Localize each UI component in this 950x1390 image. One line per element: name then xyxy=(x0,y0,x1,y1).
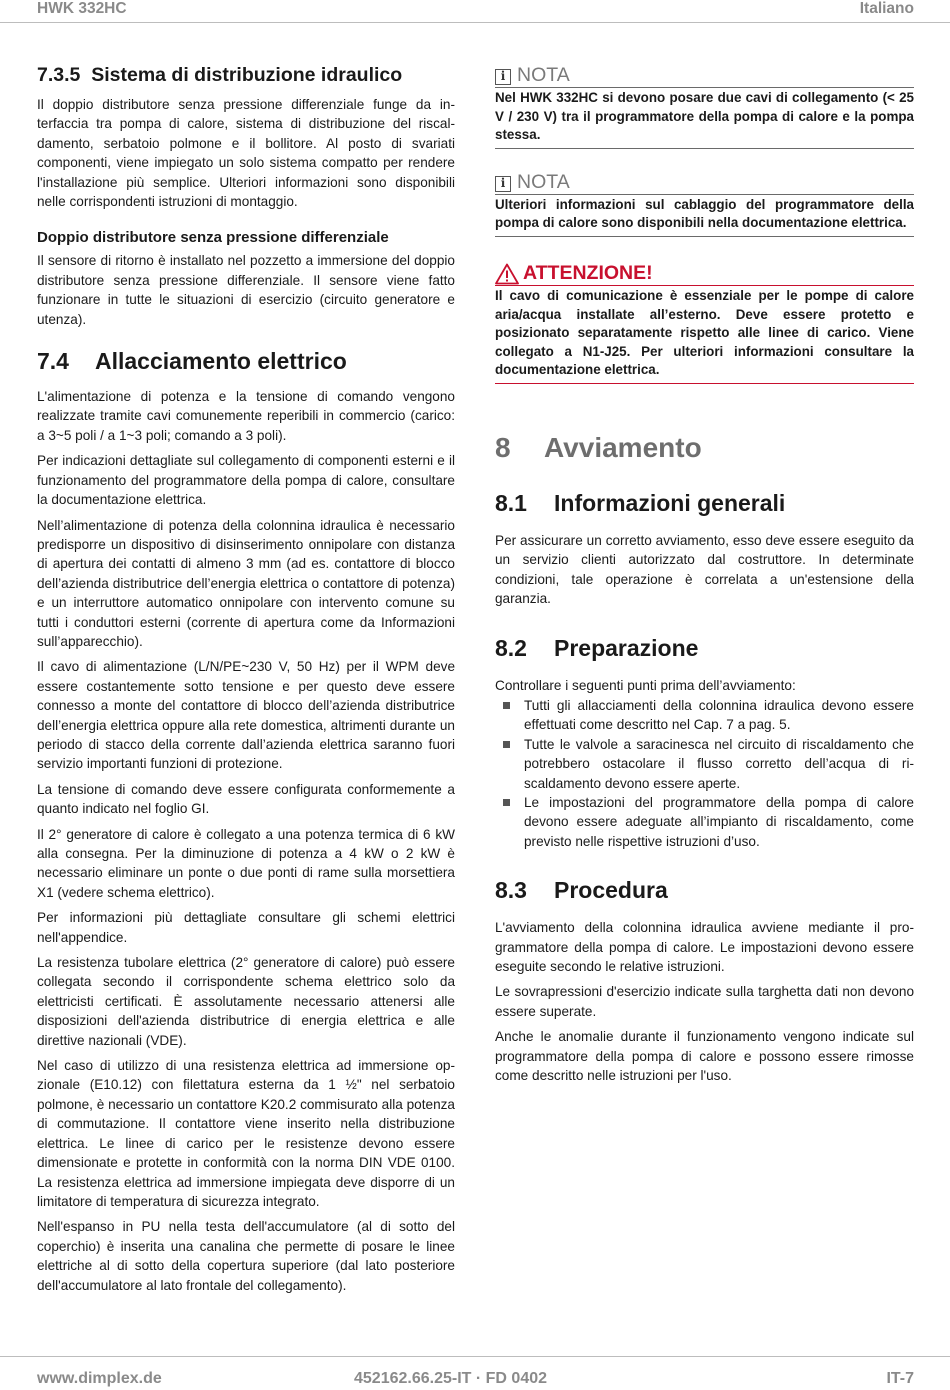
note-text: Ulteriori informazioni sul cablaggio del programmatore della pompa di calore sono disponibili nella documentazione elettrica. xyxy=(495,195,914,237)
paragraph: La resistenza tubolare elettrica (2° generatore di calore) può essere collegata secondo il corrispondente schema elettrico solo da elettricisti certificati. È assolutamente necessario attenersi alle disposizioni dell'azienda distributrice di energia elettrica e alle direttive nazionali (VDE). xyxy=(37,955,455,1048)
list-item xyxy=(495,696,914,735)
paragraph: Per informazioni più dettagliate consultare gli schemi elettrici nell'appendice. xyxy=(37,910,455,945)
paragraph: Per indicazioni dettagliate sul collegamento di componenti esterni e il funzionamento del programmatore della pompa di calore, consultare la documentazione elettrica. xyxy=(37,453,455,508)
warning-triangle-icon xyxy=(495,263,519,285)
section-8-2-heading xyxy=(495,635,914,662)
list-item xyxy=(495,735,914,793)
paragraph: Il sensore di ritorno è installato nel pozzetto a immersione del doppio distributore senza pressione differenziale. Il sensore viene fatto funzionare in tutte le situazioni di esercizio (circuito generatore e utenza). xyxy=(37,253,455,327)
paragraph: Controllare i seguenti punti prima dell’avviamento: xyxy=(495,677,796,693)
paragraph: L'alimentazione di potenza e la tensione di comando vengono realizzate tramite cavi comunemente reperibili in commercio (carico: a 3~5 poli / a 1~3 poli; comando a 3 poli). xyxy=(37,389,455,443)
list-item xyxy=(495,793,914,851)
list-item-text: Tutte le valvole a saracinesca nel circuito di riscaldamento che potrebbero ostacolare il flusso corretto dell’acqua di riscaldamento devono essere aperte. xyxy=(524,736,914,791)
left-column xyxy=(37,58,455,1301)
paragraph: Per assicurare un corretto avviamento, esso deve essere eseguito da un servizio clienti autorizzato dal costruttore. In determinate condizioni, tale operazione è correlata a un'estensione della garanzia. xyxy=(495,532,914,607)
subheading-distributore: Doppio distributore senza pressione differenziale xyxy=(37,229,389,247)
section-8-heading xyxy=(495,432,914,464)
paragraph: Le sovrapressioni d'esercizio indicate sulla targhetta dati non devono essere superate. xyxy=(495,984,914,1019)
paragraph: L'avviamento della colonnina idraulica avviene mediante il programmatore della pompa di calore. Le impostazioni devono essere eseguite secondo le relative istruzioni. xyxy=(495,920,914,975)
header-model: HWK 332HC xyxy=(37,0,127,17)
bullet-square-icon xyxy=(503,741,510,748)
paragraph: Nell’alimentazione di potenza della colonnina idraulica è necessario predisporre un dispositivo di disinserimento onnipolare con distanza di apertura dei contatti di almeno 3 mm (ad es. contattore di blocco dell’azienda distributrice dell’energia elettrica o contattore di potenza) e un interruttore automatico onnipolare con intervento comune su tutti i conduttori esterni (corrente di apertura come da Informazioni sull’apparecchio). xyxy=(37,517,455,649)
footer-doc-number: 452162.66.25-IT · FD 0402 xyxy=(354,1370,548,1387)
warning-box xyxy=(495,263,914,384)
note-text: Nel HWK 332HC si devono posare due cavi di collegamento (< 25 V / 230 V) tra il programmatore della pompa di calore e la pompa stessa. xyxy=(495,88,914,149)
section-8-title: Avviamento xyxy=(544,431,702,463)
header-divider xyxy=(0,22,950,23)
list-item-text: Tutti gli allacciamenti della colonnina idraulica devono essere effettuati come descritto nel Cap. 7 a pag. 5. xyxy=(524,697,914,733)
bullet-square-icon xyxy=(503,702,510,709)
section-8-2-title: Preparazione xyxy=(554,634,699,661)
note-box-1 xyxy=(495,65,914,149)
section-8-1-heading xyxy=(495,490,914,517)
paragraph: Il doppio distributore senza pressione differenziale funge da interfaccia tra pompa di calore, sistema di distribuzione del riscaldamento, serbatoio polmone e il bollitore. Al posto di svariati componenti, viene impiegato un solo sistema compatto per rendere l'installazione più semplice. Ulteriori informazioni sono disponibili nelle corrispondenti istruzioni di montaggio. xyxy=(37,97,455,210)
warning-header xyxy=(495,263,914,286)
header-language: Italiano xyxy=(859,0,914,17)
paragraph: Il cavo di alimentazione (L/N/PE~230 V, 50 Hz) per il WPM deve essere costantemente sotto tensione e per questo deve essere connesso a monte del contattore di blocco dell’azienda distributrice dell’energia elettrica oppure alla rete domestica, altrimenti durante un periodo di stacco della corrente dall’azienda elettrica saranno fuori servizio importanti funzioni di protezione. xyxy=(37,659,455,772)
section-8-number: 8 xyxy=(495,431,511,463)
list-item-text: Le impostazioni del programmatore della pompa di calore devono essere adeguate all’impianto di riscaldamento, come previsto nelle rispettive istruzioni d’uso. xyxy=(524,795,914,849)
note-label: NOTA xyxy=(517,64,570,86)
paragraph: Nel caso di utilizzo di una resistenza elettrica ad immersione opzionale (E10.12) con filettatura esterna da 1 ½" nel serbatoio polmone, è necessario un contattore K20.2 commisurato alla potenza di commutazione. Il contattore viene inserito nella distribuzione elettrica. Le linee di carico per le resistenze devono essere dimensionate e protette in conformità con la norma DIN VDE 0100. La resistenza elettrica ad immersione impiegata deve disporre di un limitatore di temperatura di sicurezza integrato. xyxy=(37,1058,455,1209)
section-7-4-number: 7.4 xyxy=(37,348,69,375)
checklist xyxy=(495,696,914,851)
warning-label: ATTENZIONE! xyxy=(523,261,653,284)
section-7-3-5-heading xyxy=(37,64,455,87)
section-8-1-number: 8.1 xyxy=(495,489,527,516)
section-7-3-5-title: Sistema di distribuzione idraulico xyxy=(91,64,403,86)
section-8-3-number: 8.3 xyxy=(495,877,527,904)
section-8-3-heading xyxy=(495,877,914,904)
section-7-4-title: Allacciamento elettrico xyxy=(95,348,347,375)
paragraph: Il 2° generatore di calore è collegato a una potenza termica di 6 kW alla consegna. Per la diminuzione di potenza a 4 kW o 2 kW è necessario eliminare un ponte o due ponti di rame sulla morsettiera X1 (vedere schema elettrico). xyxy=(37,826,455,900)
warning-text: Il cavo di comunicazione è essenziale per le pompe di calore aria/acqua installate all’esterno. Deve essere protetto e posizionato separatamente rispetto alle linee di carico. Viene collegato a N1-J25. Per ulteriori informazioni consultare la documentazione elettrica. xyxy=(495,286,914,384)
paragraph: La tensione di comando deve essere configurata conformemente a quanto indicato nel foglio GI. xyxy=(37,781,455,817)
info-icon: i xyxy=(495,176,511,192)
note-header xyxy=(495,65,914,88)
paragraph: Nell'espanso in PU nella testa dell'accumulatore (al di sotto del coperchio) è inserita una canalina che permette di posare le linee elettriche al di sotto della copertura superiore (dal lato posteriore dell'accumulatore al lato frontale del collegamento). xyxy=(37,1219,455,1293)
footer-divider xyxy=(0,1356,950,1357)
info-icon: i xyxy=(495,69,511,85)
footer-website: www.dimplex.de xyxy=(37,1370,162,1387)
footer-page-number: IT-7 xyxy=(886,1370,914,1387)
section-8-2-number: 8.2 xyxy=(495,634,527,661)
right-column xyxy=(495,58,914,1091)
section-8-3-title: Procedura xyxy=(554,877,668,904)
note-box-2 xyxy=(495,172,914,237)
section-8-1-title: Informazioni generali xyxy=(554,489,786,516)
note-header xyxy=(495,172,914,195)
section-7-3-5-number: 7.3.5 xyxy=(37,64,81,86)
paragraph: Anche le anomalie durante il funzionamento vengono indicate sul programmatore della pompa di calore e possono essere rimosse come descritto nelle istruzioni per l'uso. xyxy=(495,1029,914,1084)
note-label: NOTA xyxy=(517,170,570,193)
section-7-4-heading xyxy=(37,348,455,375)
bullet-square-icon xyxy=(503,799,510,806)
